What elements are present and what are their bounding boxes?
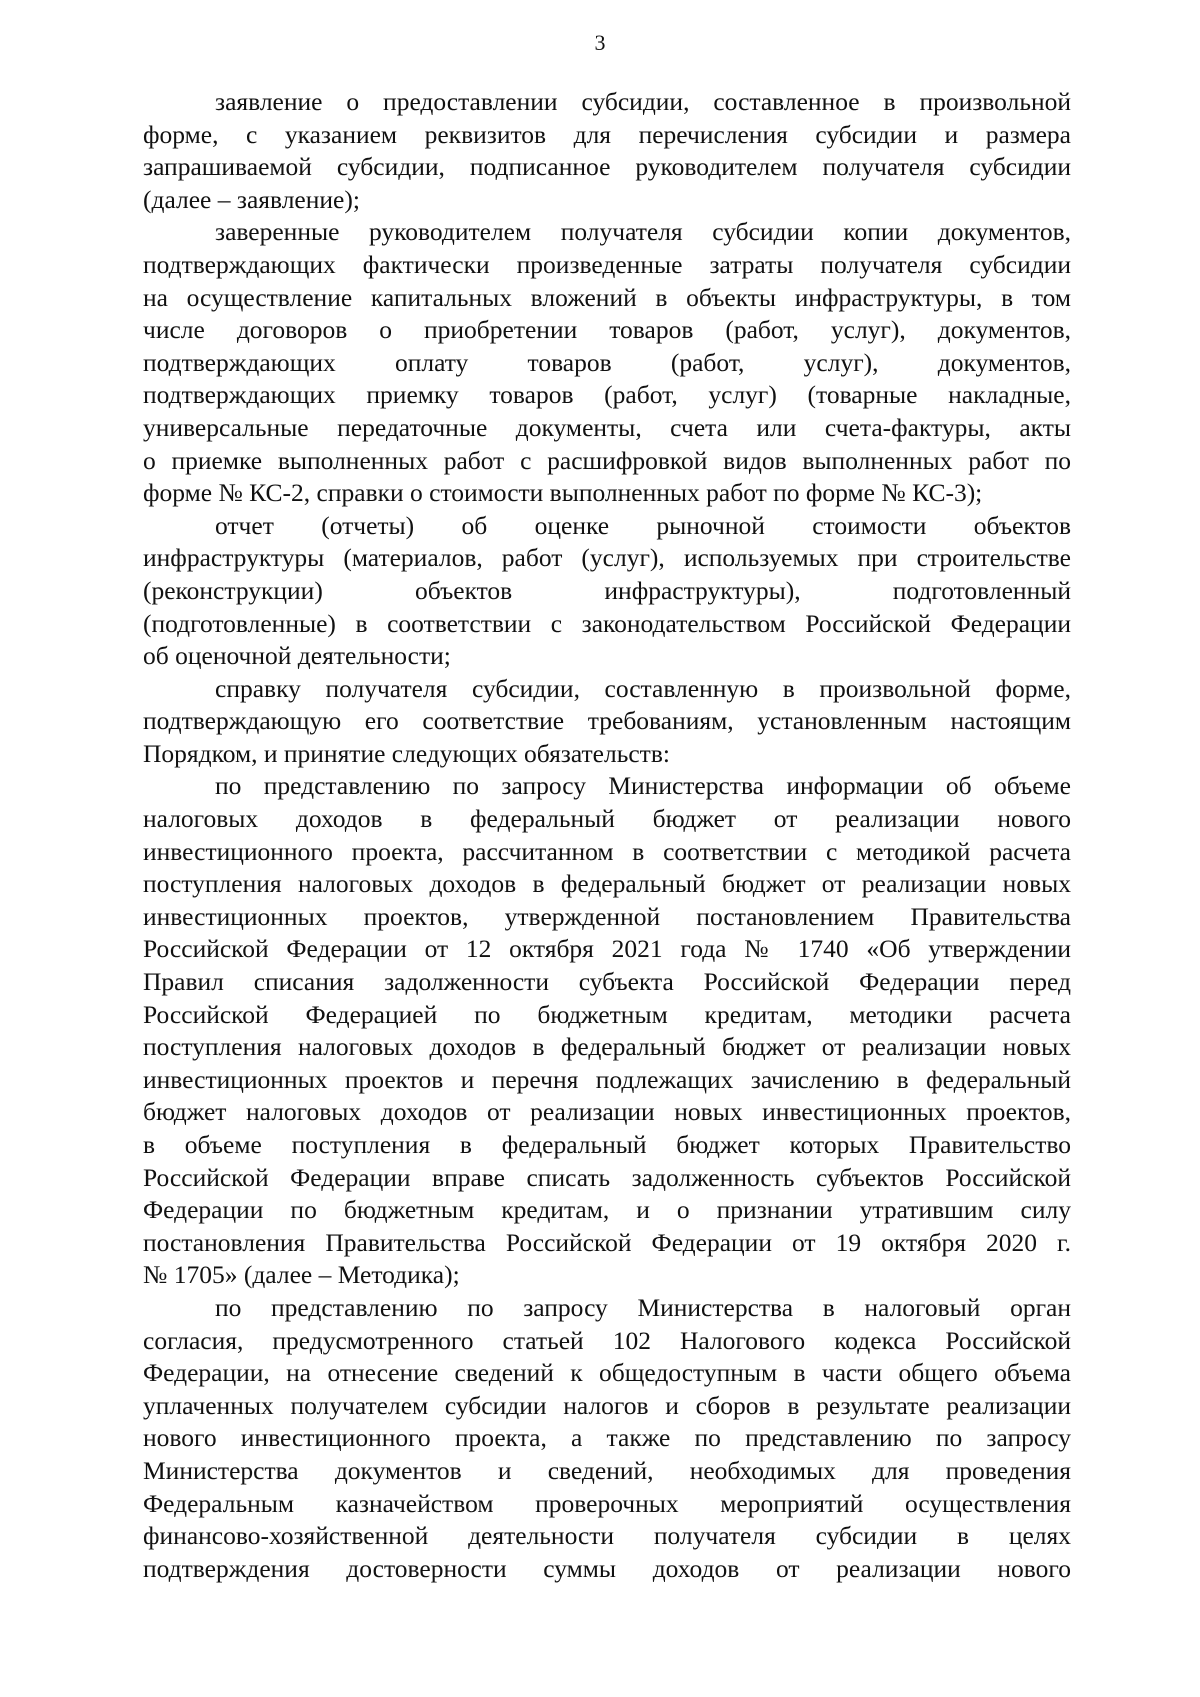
- text-line: (реконструкции) объектов инфраструктуры), подготовленный: [143, 575, 1071, 605]
- paragraph-certificate: [143, 673, 1071, 771]
- text-line: инфраструктуры (материалов, работ (услуг), используемых при строительстве: [143, 543, 1071, 573]
- text-line: бюджет налоговых доходов от реализации новых инвестиционных проектов,: [143, 1097, 1071, 1127]
- text-line: о приемке выполненных работ с расшифровкой видов выполненных работ по: [143, 445, 1071, 475]
- text-line: числе договоров о приобретении товаров (работ, услуг), документов,: [143, 315, 1071, 345]
- text-line: подтверждающих фактически произведенные затраты получателя субсидии: [143, 249, 1071, 279]
- text-line: (подготовленные) в соответствии с законодательством Российской Федерации: [143, 608, 1071, 638]
- paragraph-application: [143, 86, 1071, 216]
- text-line: инвестиционных проектов, утвержденной постановлением Правительства: [143, 901, 1071, 931]
- text-line: по представлению по запросу Министерства информации об объеме: [215, 771, 1071, 801]
- text-line: уплаченных получателем субсидии налогов и сборов в результате реализации: [143, 1390, 1071, 1420]
- text-line: универсальные передаточные документы, счета или счета-фактуры, акты: [143, 412, 1071, 442]
- text-line: подтверждения достоверности суммы доходов от реализации нового: [143, 1553, 1071, 1583]
- text-line: по представлению по запросу Министерства в налоговый орган: [215, 1292, 1071, 1322]
- page-number: 3: [594, 30, 606, 55]
- text-line: Федеральным казначейством проверочных мероприятий осуществления: [143, 1488, 1071, 1518]
- text-line: (далее – заявление);: [143, 184, 360, 214]
- paragraph-tax-income-info: [143, 770, 1071, 1292]
- text-line: постановления Правительства Российской Федерации от 19 октября 2020 г.: [143, 1227, 1071, 1257]
- text-line: в объеме поступления в федеральный бюджет которых Правительство: [143, 1130, 1071, 1159]
- text-line: справку получателя субсидии, составленную в произвольной форме,: [215, 673, 1071, 703]
- text-line: № 1705» (далее – Методика);: [143, 1260, 460, 1290]
- text-line: финансово-хозяйственной деятельности получателя субсидии в целях: [143, 1521, 1071, 1551]
- text-line: Порядком, и принятие следующих обязательств:: [143, 738, 670, 768]
- text-line: отчет (отчеты) об оценке рыночной стоимости объектов: [215, 510, 1071, 540]
- text-line: Федерации, на отнесение сведений к общедоступным в части общего объема: [143, 1358, 1071, 1388]
- text-line: Правил списания задолженности субъекта Российской Федерации перед: [143, 967, 1071, 997]
- text-line: инвестиционного проекта, рассчитанном в соответствии с методикой расчета: [143, 836, 1071, 866]
- paragraph-certified-copies: [143, 216, 1071, 509]
- text-line: заявление о предоставлении субсидии, составленное в произвольной: [215, 87, 1071, 116]
- paragraph-tax-consent: [143, 1292, 1071, 1585]
- text-line: подтверждающую его соответствие требованиям, установленным настоящим: [143, 706, 1071, 736]
- text-line: заверенные руководителем получателя субсидии копии документов,: [215, 217, 1071, 247]
- text-line: подтверждающих оплату товаров (работ, услуг), документов,: [143, 347, 1071, 377]
- text-line: запрашиваемой субсидии, подписанное руководителем получателя субсидии: [143, 152, 1071, 182]
- text-line: Федерации по бюджетным кредитам, и о признании утратившим силу: [143, 1195, 1071, 1225]
- document-body: [143, 86, 1071, 1585]
- text-line: поступления налоговых доходов в федеральный бюджет от реализации новых: [143, 1032, 1071, 1062]
- text-line: согласия, предусмотренного статьей 102 Налогового кодекса Российской: [143, 1325, 1071, 1355]
- text-line: налоговых доходов в федеральный бюджет от реализации нового: [143, 804, 1071, 834]
- text-line: поступления налоговых доходов в федеральный бюджет от реализации новых: [143, 869, 1071, 899]
- text-line: об оценочной деятельности;: [143, 641, 451, 671]
- text-line: на осуществление капитальных вложений в объекты инфраструктуры, в том: [143, 282, 1071, 312]
- text-line: Российской Федерацией по бюджетным кредитам, методики расчета: [143, 999, 1071, 1029]
- text-line: Российской Федерации вправе списать задолженность субъектов Российской: [143, 1162, 1071, 1192]
- text-line: Министерства документов и сведений, необходимых для проведения: [143, 1455, 1071, 1485]
- text-line: инвестиционных проектов и перечня подлежащих зачислению в федеральный: [143, 1064, 1071, 1094]
- text-line: Российской Федерации от 12 октября 2021 года № 1740 «Об утверждении: [143, 934, 1071, 964]
- text-line: подтверждающих приемку товаров (работ, услуг) (товарные накладные,: [143, 380, 1071, 410]
- text-line: нового инвестиционного проекта, а также по представлению по запросу: [143, 1423, 1071, 1453]
- text-line: форме, с указанием реквизитов для перечисления субсидии и размера: [143, 119, 1071, 149]
- text-line: форме № КС-2, справки о стоимости выполненных работ по форме № КС-3);: [143, 478, 983, 508]
- paragraph-valuation-report: [143, 510, 1071, 673]
